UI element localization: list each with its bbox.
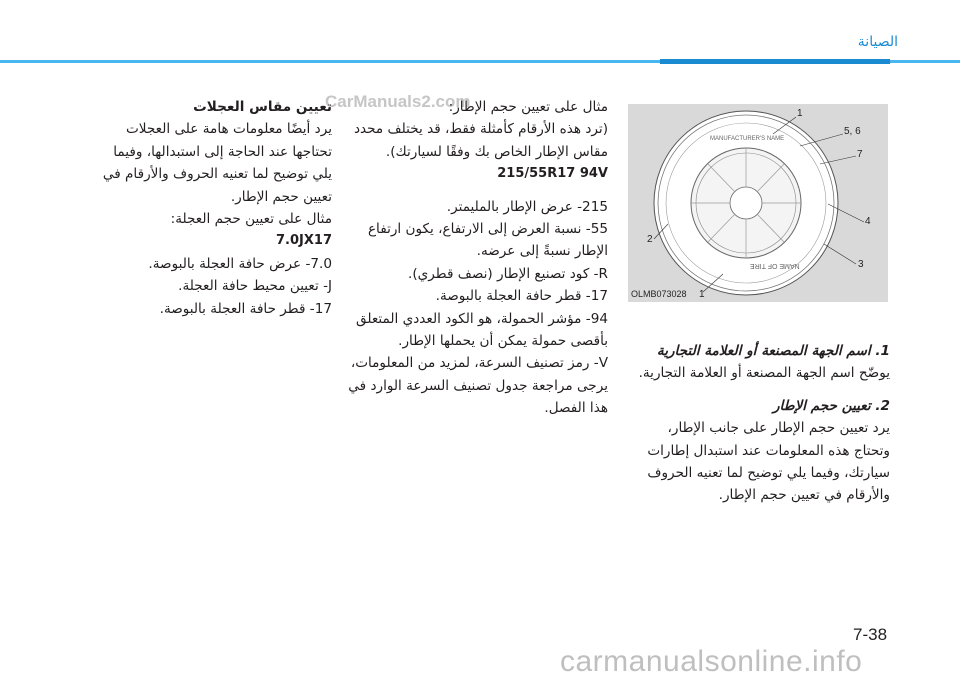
callout-label: 1 xyxy=(699,289,705,300)
wheel-rim-diameter-item: 17- قطر حافة العجلة بالبوصة. xyxy=(159,300,332,317)
tire-size-spec: 215/55R17 94V xyxy=(497,166,608,182)
footer-watermark: carmanualsonline.info xyxy=(560,645,863,678)
heading-brand: 1. اسم الجهة المصنعة أو العلامة التجارية xyxy=(656,343,890,359)
callout-label: 7 xyxy=(857,149,863,160)
tire-text: NAME OF TIRE xyxy=(750,262,800,269)
speed-rating-item: V- رمز تصنيف السرعة، لمزيد من المعلومات، يرجى مراجعة جدول تصنيف السرعة الوارد في هذا الفصل. xyxy=(348,355,608,417)
rim-diameter-item: 17- قطر حافة العجلة بالبوصة. xyxy=(435,288,608,305)
callout-label: 5, 6 xyxy=(844,126,861,137)
callout-label: 4 xyxy=(865,216,871,227)
paragraph-brand: يوضّح اسم الجهة المصنعة أو العلامة التجارية. xyxy=(638,365,890,382)
wheel-example-label: مثال على تعيين حجم العجلة: xyxy=(170,211,332,228)
callout-label: 1 xyxy=(797,108,803,119)
section-title: الصيانة xyxy=(857,34,898,50)
rim-contour-item: J- تعيين محيط حافة العجلة. xyxy=(178,278,332,295)
rim-width-item: 7.0- عرض حافة العجلة بالبوصة. xyxy=(148,255,332,272)
watermark-top: CarManuals2.com xyxy=(325,92,471,111)
callout-label: 3 xyxy=(858,259,864,270)
figure-code: OLMB073028 xyxy=(631,289,687,299)
paragraph-size: يرد تعيين حجم الإطار على جانب الإطار، وتحتاج هذه المعلومات عند استبدال إطارات سيارتك، وفيما يلي توضيح لما تعنيه الحروف والأرقام في تعيين حجم الإطار. xyxy=(647,420,890,504)
left-column xyxy=(92,96,332,320)
wheel-size-heading: تعيين مقاس العجلات xyxy=(193,99,332,115)
header-rule-accent xyxy=(660,59,890,64)
wheel-size-spec: 7.0JX17 xyxy=(276,233,332,249)
callout-label: 2 xyxy=(647,234,653,245)
load-index-item: 94- مؤشر الحمولة، هو الكود العددي المتعلق بأقصى حمولة يمكن أن يحملها الإطار. xyxy=(355,310,608,350)
tire-width-item: 215- عرض الإطار بالمليمتر. xyxy=(446,198,608,215)
construction-code-item: R- كود تصنيع الإطار (نصف قطري). xyxy=(408,265,608,282)
aspect-ratio-item: 55- نسبة العرض إلى الارتفاع، يكون ارتفاع الإطار نسبةً إلى عرضه. xyxy=(367,221,608,260)
tire-figure xyxy=(628,104,888,302)
page-number: 7-38 xyxy=(853,625,888,644)
tire-example-note: (ترد هذه الأرقام كأمثلة فقط، قد يختلف محدد مقاس الإطار الخاص بك وفقًا لسيارتك). xyxy=(353,121,608,160)
right-column xyxy=(635,340,890,507)
tire-text: MANUFACTURER'S NAME xyxy=(710,136,785,142)
wheel-info-paragraph: يرد أيضًا معلومات هامة على العجلات تحتاجها عند الحاجة إلى استبدالها، وفيما يلي توضيح لما تعنيه الحروف والأرقام في تعيين حجم الإطار. xyxy=(102,121,332,205)
tire-example-label: مثال على تعيين حجم الإطار: xyxy=(448,99,608,115)
heading-size: 2. تعيين حجم الإطار xyxy=(772,397,890,414)
middle-column xyxy=(346,96,608,420)
